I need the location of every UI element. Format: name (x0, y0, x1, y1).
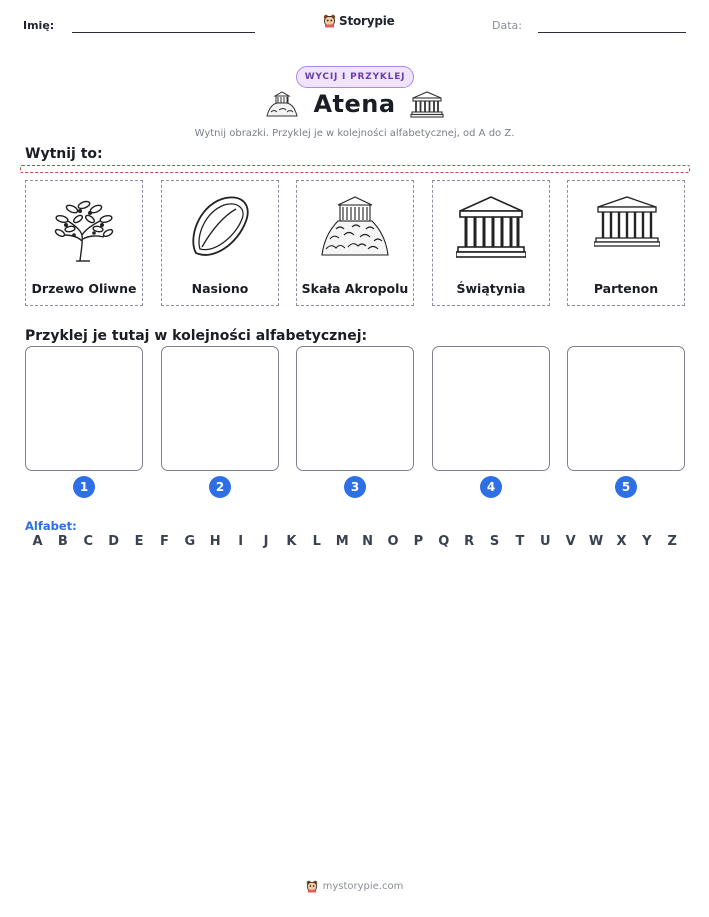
alphabet-letter: X (616, 534, 627, 549)
slot-number-badge: 3 (344, 476, 366, 498)
alphabet-letter: Z (667, 534, 677, 549)
alphabet-letter: B (57, 534, 68, 549)
alphabet-letter: R (464, 534, 475, 549)
cut-card-temple[interactable] (432, 180, 550, 306)
storypie-mascot-icon (306, 880, 318, 893)
slot-number-badge: 1 (73, 476, 95, 498)
alphabet-letter: V (565, 534, 576, 549)
paste-slot-4[interactable] (432, 346, 550, 471)
alphabet-letter: M (335, 534, 349, 549)
parthenon-icon (594, 191, 660, 263)
temple-icon (456, 191, 526, 263)
card-label: Drzewo Oliwne (31, 281, 137, 296)
card-label: Nasiono (191, 281, 249, 296)
alphabet-letter: T (515, 534, 525, 549)
olive-tree-icon (50, 191, 118, 263)
alphabet-letter: Q (438, 534, 450, 549)
alphabet-letter: F (160, 534, 169, 549)
acropolis-rock-icon (265, 90, 299, 118)
storypie-mascot-icon (323, 14, 336, 28)
slot-number-badge: 2 (209, 476, 231, 498)
alphabet-letter: C (83, 534, 94, 549)
alphabet-letter: N (362, 534, 374, 549)
brand-logo (323, 14, 395, 28)
temple-icon (410, 90, 444, 118)
alphabet-letter: S (489, 534, 500, 549)
alphabet-letter: U (540, 534, 551, 549)
alphabet-letter: I (238, 534, 244, 549)
paste-slot-5[interactable] (567, 346, 685, 471)
alphabet-letter: G (184, 534, 196, 549)
name-label: Imię: (23, 19, 55, 32)
alphabet-letter: Y (642, 534, 652, 549)
cut-line (20, 165, 690, 173)
cut-card-olive-tree[interactable] (25, 180, 143, 306)
alphabet-letter: E (134, 534, 144, 549)
cut-card-parthenon[interactable] (567, 180, 685, 306)
alphabet-letter: K (286, 534, 297, 549)
brand-name: Storypie (339, 14, 395, 28)
alphabet-letter: O (387, 534, 399, 549)
cut-card-acropolis-rock[interactable] (296, 180, 414, 306)
alphabet-letter: L (312, 534, 321, 549)
name-field[interactable] (72, 32, 255, 33)
alphabet-letter: P (413, 534, 424, 549)
cut-card-seed[interactable] (161, 180, 279, 306)
footer (0, 880, 709, 893)
slot-number-badge: 4 (480, 476, 502, 498)
paste-slot-3[interactable] (296, 346, 414, 471)
alphabet-letter: W (588, 534, 604, 549)
activity-badge: WYCIJ I PRZYKLEJ (296, 66, 414, 88)
cut-section-title: Wytnij to: (25, 146, 103, 162)
alphabet-letter: D (108, 534, 120, 549)
alphabet-letter: A (32, 534, 43, 549)
alphabet-title: Alfabet: (25, 519, 77, 533)
paste-slot-1[interactable] (25, 346, 143, 471)
date-label: Data: (492, 19, 522, 32)
paste-section-title: Przyklej je tutaj w kolejności alfabetycznej: (25, 328, 368, 344)
acropolis-rock-icon (318, 191, 392, 263)
footer-url[interactable]: mystorypie.com (322, 881, 404, 892)
card-label: Świątynia (456, 281, 526, 296)
seed-icon (186, 191, 254, 263)
alphabet-row (25, 534, 685, 549)
paste-slot-2[interactable] (161, 346, 279, 471)
page-title: Atena (313, 90, 396, 118)
alphabet-letter: J (263, 534, 269, 549)
slot-number-badge: 5 (615, 476, 637, 498)
alphabet-letter: H (209, 534, 221, 549)
card-label: Skała Akropolu (301, 281, 409, 296)
date-field[interactable] (538, 32, 686, 33)
instructions: Wytnij obrazki. Przyklej je w kolejności alfabetycznej, od A do Z. (194, 128, 515, 139)
card-label: Partenon (593, 281, 659, 296)
